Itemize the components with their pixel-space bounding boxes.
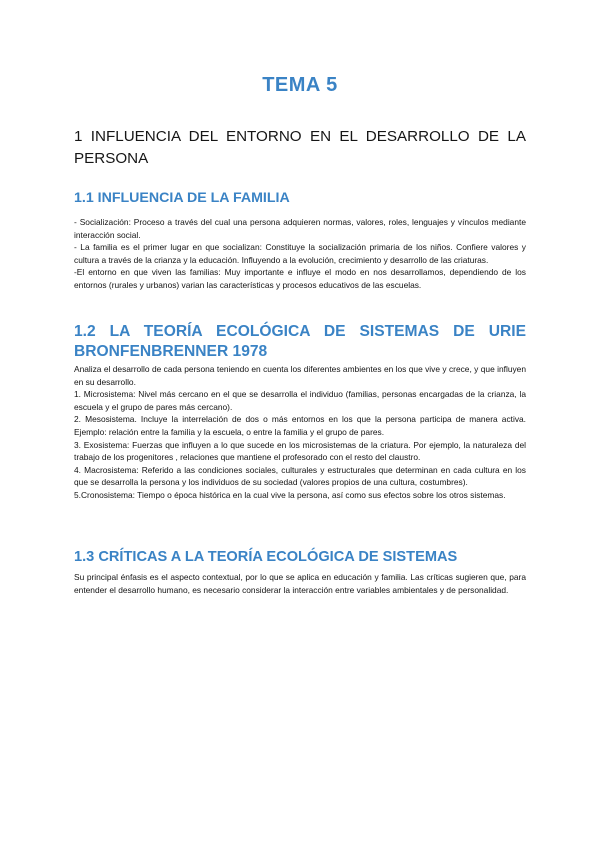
- paragraph: -El entorno en que viven las familias: Muy importante e influye el modo en nos desarrollamos, dependiendo de los entornos (rurales y urbanos) varian las características y procesos educativos de las escuelas.: [74, 267, 526, 290]
- paragraph: Analiza el desarrollo de cada persona teniendo en cuenta los diferentes ambientes en los que vive y crece, y que influyen en su desarrollo.: [74, 364, 526, 387]
- paragraph: Su principal énfasis es el aspecto contextual, por lo que se aplica en educación y familia. Las críticas sugieren que, para entender el desarrollo humano, es necesario considerar la interacción entre variables ambientales y de personalidad.: [74, 572, 526, 595]
- section-body-family: [74, 216, 526, 292]
- paragraph: - Socialización: Proceso a través del cual una persona adquieren normas, valores, roles, lenguajes y vínculos mediante interacción social.: [74, 217, 526, 240]
- section-body-ecological-theory: [74, 363, 526, 502]
- section-heading-ecological-theory: 1.2 LA TEORÍA ECOLÓGICA DE SISTEMAS DE URIE BRONFENBRENNER 1978: [74, 323, 526, 360]
- section-heading-critiques: 1.3 CRÍTICAS A LA TEORÍA ECOLÓGICA DE SISTEMAS: [74, 549, 458, 565]
- paragraph: - La familia es el primer lugar en que socializan: Constituye la socialización primaria de los niños. Confiere valores y cultura a través de la crianza y la educación. Influyendo a la evolución, crecimiento y desarrollo de las criaturas.: [74, 242, 526, 265]
- list-item: 4. Macrosistema: Referido a las condiciones sociales, culturales y estructurales que determinan en cada cultura en los que se desarrolla la persona y los individuos de su sociedad (valores propios de una cultura, costumbres).: [74, 464, 526, 488]
- section-heading-family: 1.1 INFLUENCIA DE LA FAMILIA: [74, 190, 290, 206]
- list-item: 3. Exosistema: Fuerzas que influyen a lo que sucede en los microsistemas de la criatura. Por ejemplo, la naturaleza del trabajo de los progenitores , relaciones que mantiene el profesorado con el resto del claustro.: [74, 439, 526, 463]
- list-item: 2. Mesosistema. Incluye la interrelación de dos o más entornos en los que la persona participa de manera activa. Ejemplo: relación entre la familia y la escuela, o entre la familia y el grupo de pares.: [74, 414, 526, 437]
- document-title: TEMA 5: [262, 74, 338, 96]
- list-item: 1. Microsistema: Nivel más cercano en el que se desarrolla el individuo (familias, personas encargadas de la crianza, la escuela y el grupo de pares más cercano).: [74, 389, 526, 412]
- list-item: 5.Cronosistema: Tiempo o época histórica en la cual vive la persona, así como sus efectos sobre los otros sistemas.: [74, 489, 506, 500]
- chapter-heading: 1 INFLUENCIA DEL ENTORNO EN EL DESARROLLO DE LA PERSONA: [74, 128, 526, 167]
- section-body-critiques: [74, 571, 526, 596]
